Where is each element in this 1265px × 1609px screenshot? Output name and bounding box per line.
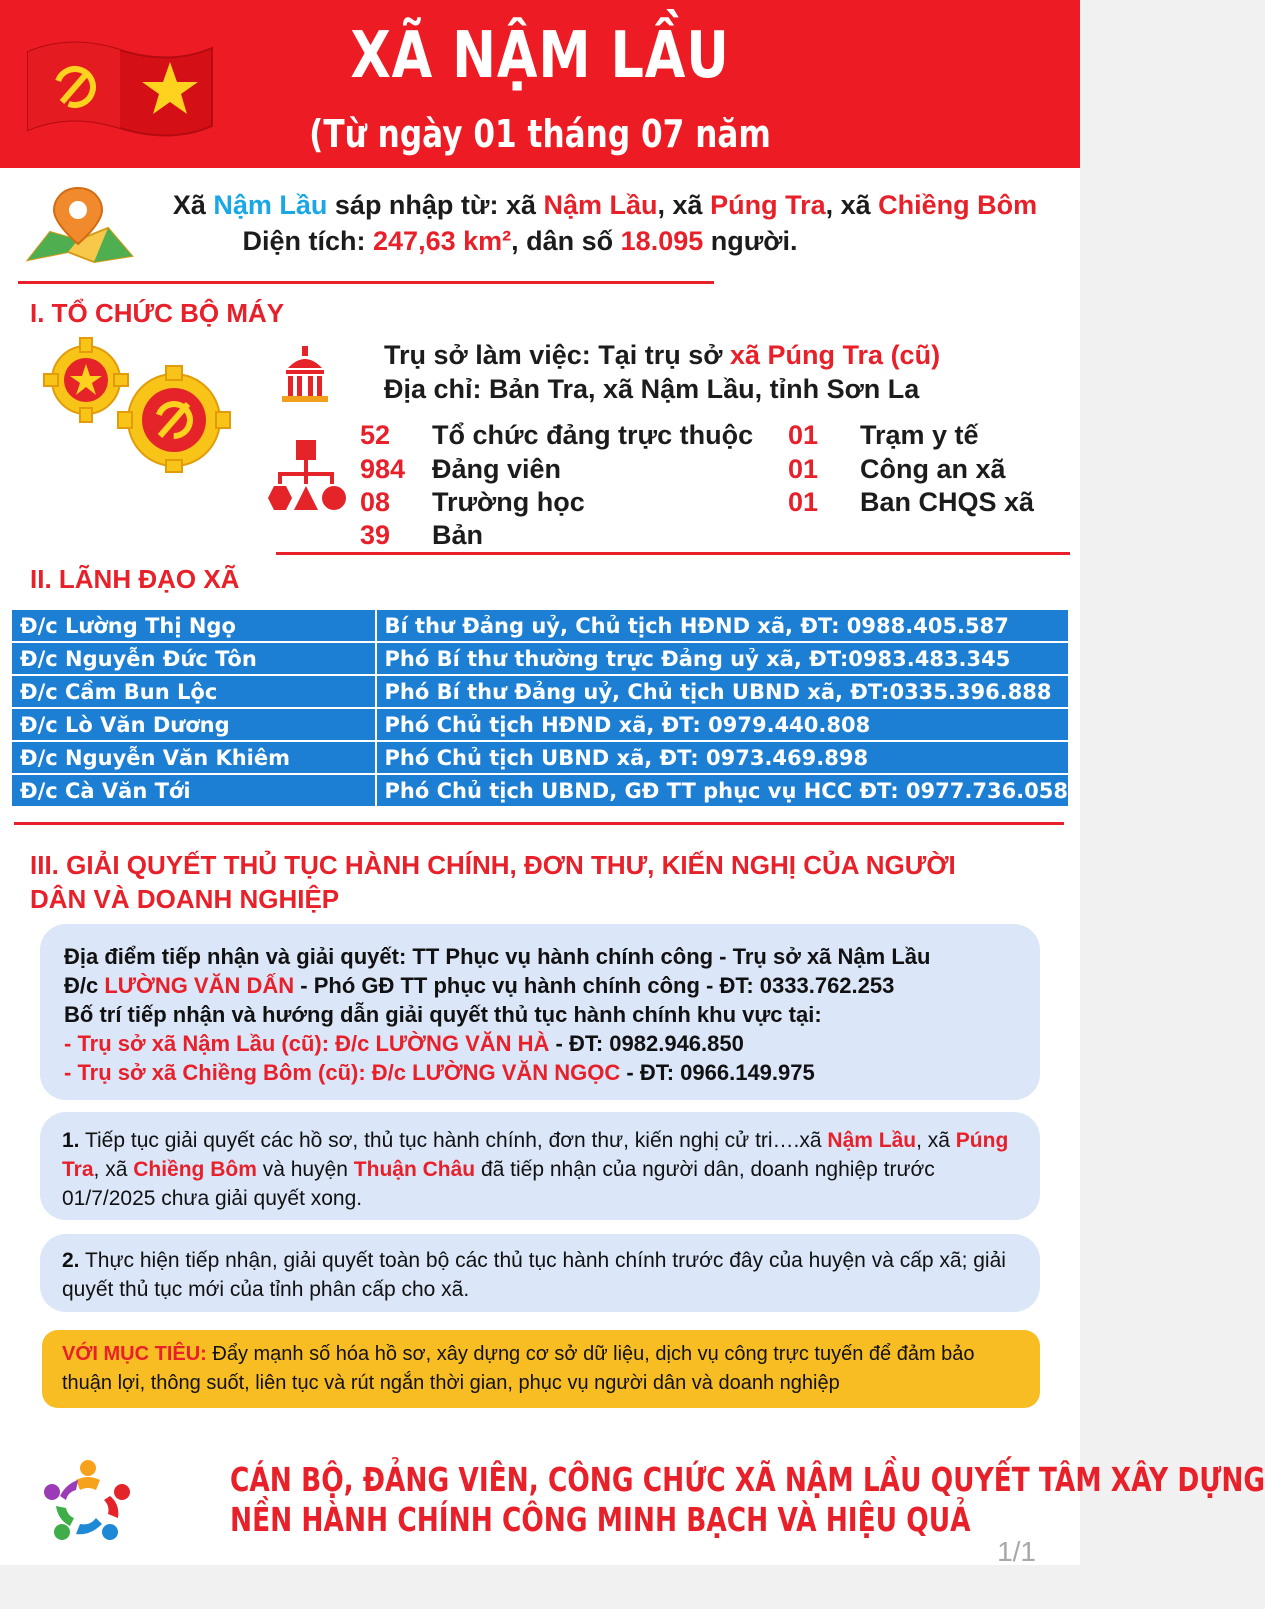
leader-role: Phó Chủ tịch HĐND xã, ĐT: 0979.440.808 <box>376 708 1070 741</box>
table-row <box>11 741 1069 774</box>
leaders-table <box>10 608 1070 808</box>
table-row <box>11 642 1069 675</box>
slogan-line-2: NỀN HÀNH CHÍNH CÔNG MINH BẠCH VÀ HIỆU QUẢ <box>230 1500 971 1539</box>
goal-box: VỚI MỤC TIÊU: Đẩy mạnh số hóa hồ sơ, xây dựng cơ sở dữ liệu, dịch vụ công trực tuyến để đảm bảo thuận lợi, thông suốt, liên tục và rút ngắn thời gian, phục vụ người dân và doanh nghiệp <box>42 1330 1040 1408</box>
section-2-title: II. LÃNH ĐẠO XÃ <box>30 564 240 594</box>
area-value: 247,63 km² <box>373 226 512 256</box>
office-address: Địa chỉ: Bản Tra, xã Nậm Lầu, tỉnh Sơn La <box>384 374 920 404</box>
leader-role: Phó Bí thư thường trực Đảng uỷ xã, ĐT:0983.483.345 <box>376 642 1070 675</box>
leader-role: Bí thư Đảng uỷ, Chủ tịch HĐND xã, ĐT: 0988.405.587 <box>376 609 1070 642</box>
leader-name: Đ/c Lường Thị Ngọ <box>11 609 376 642</box>
leader-role: Phó Chủ tịch UBND, GĐ TT phục vụ HCC ĐT: 0977.736.058 <box>376 774 1070 807</box>
leader-name: Đ/c Lò Văn Dương <box>11 708 376 741</box>
population-value: 18.095 <box>620 226 704 256</box>
task-2-box: 2. Thực hiện tiếp nhận, giải quyết toàn bộ các thủ tục hành chính trước đây của huyện và cấp xã; giải quyết thủ tục mới của tỉnh phân cấp cho xã. <box>40 1234 1040 1312</box>
poster: XÃ NẬM LẦU (Từ ngày 01 tháng 07 năm 2025) Xã Nậm Lầu sáp nhập từ: xã Nậm Lầu, xã Púng Tra, xã Chiềng Bôm Diện tích: 247,63 km², dân số 18.095 người. I. TỔ CHỨC BỘ MÁY Trụ sở làm việc: Tại trụ sở xã Púng Tra (cũ) Địa chỉ: Bản Tra, xã Nậm Lầu, tỉnh Sơn La 52 Tổ chức đảng trực thuộc 984 Đảng viên 08 Trường học 39 Bản 01 Trạm y tế 01 Công an xã 01 Ban CHQS xã II. LÃNH ĐẠO XÃ Đ/c Lường Thị Ngọ Bí thư Đảng uỷ, Chủ tịch HĐND xã, ĐT: 0988.405.587 Đ/c Nguyễn Đức Tôn Phó Bí thư thường trực Đảng uỷ xã, ĐT:0983.483.345 Đ/c Cầm Bun Lộc Phó Bí thư Đảng uỷ, Chủ tịch UBND xã, ĐT:0335.396.888 Đ/c Lò Văn Dương Phó Chủ tịch HĐND xã, ĐT: 0979.440.808 Đ/c Nguyễn Văn Khiêm Phó Chủ tịch UBND xã, ĐT: 0973.469.898 Đ/c Cà Văn Tới Phó Chủ tịch UBND, GĐ TT phục vụ HCC ĐT: 0977.736.058 III. GIẢI QUYẾT THỦ TỤC HÀNH CHÍNH, ĐƠN THƯ, KIẾN NGHỊ CỦA NGƯỜI DÂN VÀ DOANH NGHIỆP Địa điểm tiếp nhận và giải quyết: TT Phục vụ hành chính công - Trụ sở xã Nậm Lầu Đ/c LƯỜNG VĂN DẤN - Phó GĐ TT phục vụ hành chính công - ĐT: 0333.762.253 Bố trí tiếp nhận và hướng dẫn giải quyết thủ tục hành chính khu vực tại: - Trụ sở xã Nậm Lầu (cũ): Đ/c LƯỜNG VĂN HÀ - ĐT: 0982.946.850 - Trụ sở xã Chiềng Bôm (cũ): Đ/c LƯỜNG VĂN NGỌC - ĐT: 0966.149.975 1. Tiếp tục giải quyết các hồ sơ, thủ tục hành chính, đơn thư, kiến nghị cử tri….xã Nậm Lầu, xã Púng Tra, xã Chiềng Bôm và huyện Thuận Châu đã tiếp nhận của người dân, doanh nghiệp trước 01/7/2025 chưa giải quyết xong. 2. Thực hiện tiếp nhận, giải quyết toàn bộ các thủ tục hành chính trước đây của huyện và cấp xã; giải quyết thủ tục mới của tỉnh phân cấp cho xã. VỚI MỤC TIÊU: Đẩy mạnh số hóa hồ sơ, xây dựng cơ sở dữ liệu, dịch vụ công trực tuyến để đảm bảo thuận lợi, thông suốt, liên tục và rút ngắn thời gian, phục vụ người dân và doanh nghiệp CÁN BỘ, ĐẢNG VIÊN, CÔNG CHỨC XÃ NẬM LẦU QUYẾT TÂM XÂY DỰNG NỀN HÀNH CHÍNH CÔNG MINH BẠCH VÀ HIỆU QUẢ 1/1 <box>0 0 1080 1565</box>
section-1-title: I. TỔ CHỨC BỘ MÁY <box>30 298 285 328</box>
table-row <box>11 708 1069 741</box>
area-population: Diện tích: 247,63 km², dân số 18.095 người. <box>242 226 798 256</box>
leader-name: Đ/c Nguyễn Đức Tôn <box>11 642 376 675</box>
page-indicator: 1/1 <box>997 1536 1036 1567</box>
table-row <box>11 774 1069 807</box>
party-flag-icon <box>20 30 220 142</box>
leader-role: Phó Chủ tịch UBND xã, ĐT: 0973.469.898 <box>376 741 1070 774</box>
page-subtitle: (Từ ngày 01 tháng 07 năm 2025) <box>309 112 771 208</box>
reception-info-box: Địa điểm tiếp nhận và giải quyết: TT Phục vụ hành chính công - Trụ sở xã Nậm Lầu Đ/c LƯỜNG VĂN DẤN - Phó GĐ TT phục vụ hành chính công - ĐT: 0333.762.253 Bố trí tiếp nhận và hướng dẫn giải quyết thủ tục hành chính khu vực tại: - Trụ sở xã Nậm Lầu (cũ): Đ/c LƯỜNG VĂN HÀ - ĐT: 0982.946.850 - Trụ sở xã Chiềng Bôm (cũ): Đ/c LƯỜNG VĂN NGỌC - ĐT: 0966.149.975 <box>40 924 1040 1100</box>
leader-name: Đ/c Cà Văn Tới <box>11 774 376 807</box>
org-chart-icon <box>266 440 346 512</box>
task-1-box: 1. Tiếp tục giải quyết các hồ sơ, thủ tục hành chính, đơn thư, kiến nghị cử tri….xã Nậm Lầu, xã Púng Tra, xã Chiềng Bôm và huyện Thuận Châu đã tiếp nhận của người dân, doanh nghiệp trước 01/7/2025 chưa giải quyết xong. <box>40 1112 1040 1220</box>
office-location: Trụ sở làm việc: Tại trụ sở xã Púng Tra (cũ) <box>384 340 941 370</box>
leader-role: Phó Bí thư Đảng uỷ, Chủ tịch UBND xã, ĐT:0335.396.888 <box>376 675 1070 708</box>
divider <box>18 281 714 284</box>
section-3-title: III. GIẢI QUYẾT THỦ TỤC HÀNH CHÍNH, ĐƠN THƯ, KIẾN NGHỊ CỦA NGƯỜI DÂN VÀ DOANH NGHIỆP <box>30 850 956 914</box>
table-row <box>11 609 1069 642</box>
commune-name: Nậm Lầu <box>213 190 328 220</box>
slogan-line-1: CÁN BỘ, ĐẢNG VIÊN, CÔNG CHỨC XÃ NẬM LẦU QUYẾT TÂM XÂY DỰNG <box>230 1460 1265 1499</box>
building-icon <box>282 346 328 402</box>
merge-info: Xã Nậm Lầu sáp nhập từ: xã Nậm Lầu, xã Púng Tra, xã Chiềng Bôm <box>172 190 1038 220</box>
table-row <box>11 675 1069 708</box>
people-circle-icon <box>40 1456 136 1546</box>
leader-name: Đ/c Cầm Bun Lộc <box>11 675 376 708</box>
gears-emblem-icon <box>36 334 246 472</box>
map-pin-icon <box>24 182 136 264</box>
divider <box>276 552 1070 555</box>
divider <box>14 822 1064 825</box>
page-title: XÃ NẬM LẦU <box>350 19 730 93</box>
leader-name: Đ/c Nguyễn Văn Khiêm <box>11 741 376 774</box>
